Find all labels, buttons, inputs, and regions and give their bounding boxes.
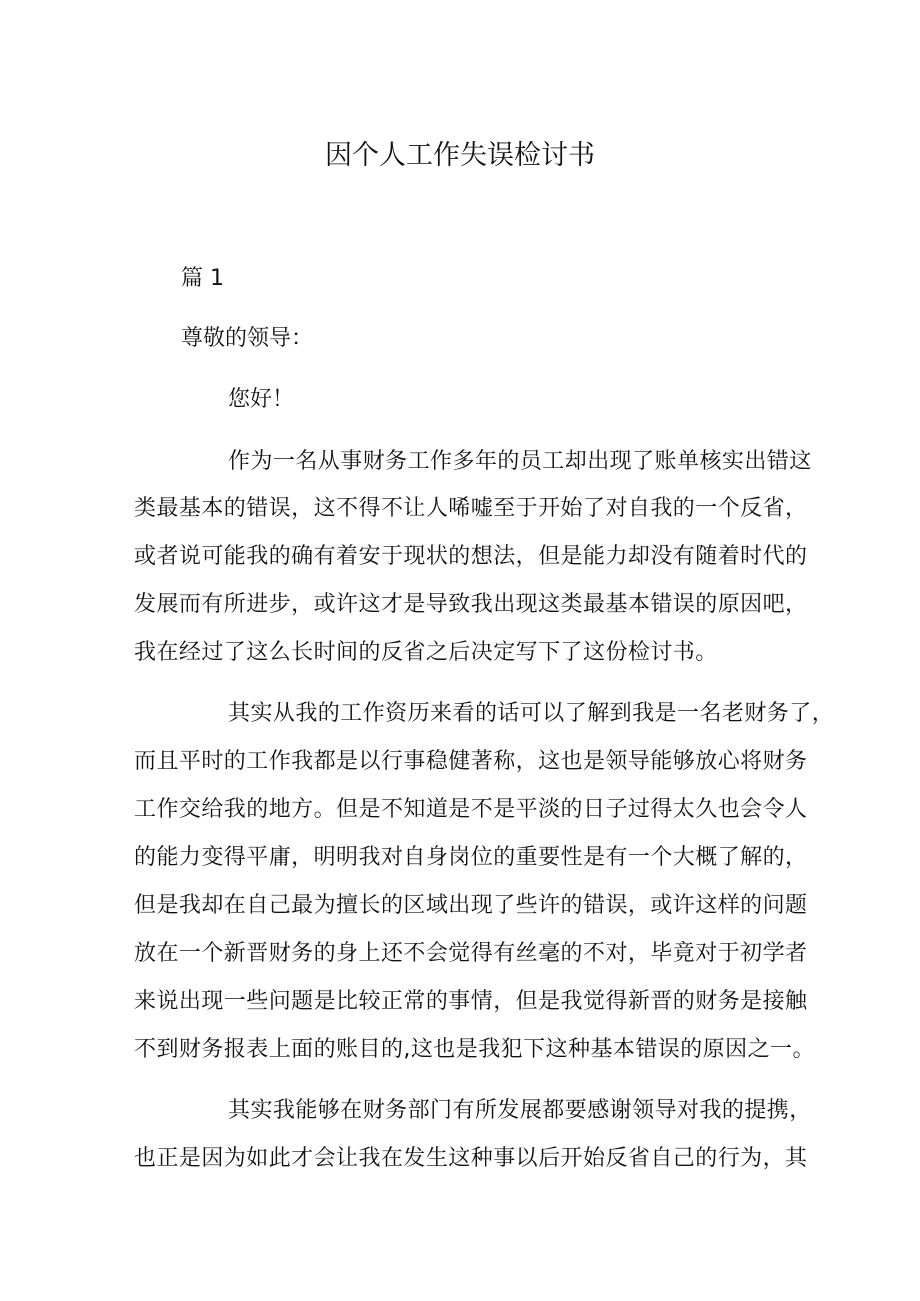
paragraph-line: 也正是因为如此才会让我在发生这种事以后开始反省自己的行为，其 — [134, 1146, 808, 1171]
document-title: 因个人工作失误检讨书 — [325, 140, 595, 171]
paragraph-line: 类最基本的错误，这不得不让人唏嘘至于开始了对自我的一个反省， — [134, 496, 808, 521]
paragraph-line: 的能力变得平庸，明明我对自身岗位的重要性是有一个大概了解的， — [134, 845, 808, 870]
paragraph-line: 不到财务报表上面的账目的,这也是我犯下这种基本错误的原因之一。 — [134, 1037, 815, 1062]
paragraph-line: 而且平时的工作我都是以行事稳健著称，这也是领导能够放心将财务 — [134, 749, 808, 774]
paragraph-line: 放在一个新晋财务的身上还不会觉得有丝毫的不对，毕竟对于初学者 — [134, 941, 808, 966]
paragraph-line: 作为一名从事财务工作多年的员工却出现了账单核实出错这 — [228, 449, 812, 474]
greeting: 您好！ — [228, 387, 295, 412]
paragraph-line: 其实从我的工作资历来看的话可以了解到我是一名老财务了， — [228, 701, 835, 726]
paragraph-line: 其实我能够在财务部门有所发展都要感谢领导对我的提携， — [228, 1098, 812, 1123]
paragraph-line: 工作交给我的地方。但是不知道是不是平淡的日子过得太久也会令人 — [134, 797, 808, 822]
paragraph-line: 或者说可能我的确有着安于现状的想法，但是能力却没有随着时代的 — [134, 544, 808, 569]
section-label: 篇 1 — [181, 266, 224, 291]
paragraph-line: 我在经过了这么长时间的反省之后决定写下了这份检讨书。 — [134, 640, 718, 665]
salutation: 尊敬的领导： — [181, 326, 314, 351]
paragraph-line: 发展而有所进步，或许这才是导致我出现这类最基本错误的原因吧， — [134, 592, 808, 617]
paragraph-line: 来说出现一些问题是比较正常的事情，但是我觉得新晋的财务是接触 — [134, 989, 808, 1014]
paragraph-line: 但是我却在自己最为擅长的区域出现了些许的错误，或许这样的问题 — [134, 893, 808, 918]
